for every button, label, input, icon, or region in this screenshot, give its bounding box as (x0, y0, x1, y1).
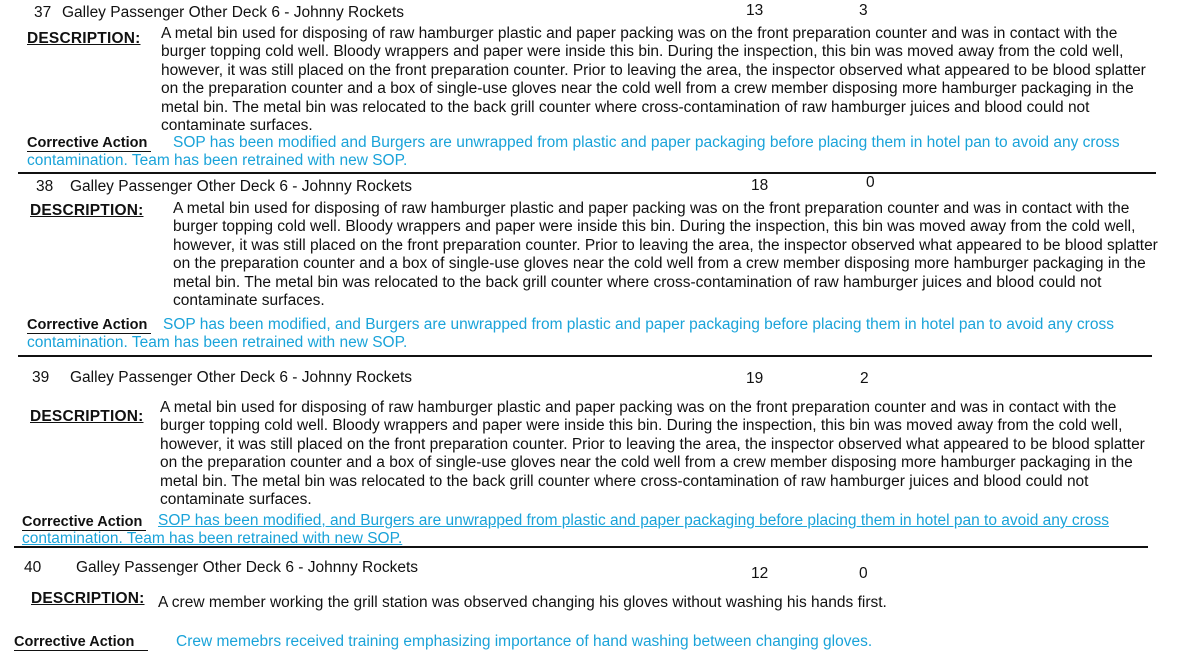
corrective-action-text: SOP has been modified, and Burgers are unwrapped from plastic and paper packaging before placing them in hotel pan to avoid any cross contamination. Team has been retrained with new SOP. (27, 316, 1114, 352)
corrective-action-text: Crew memebrs received training emphasizing importance of hand washing between changing gloves. (176, 633, 873, 650)
corrective-action-text: SOP has been modified and Burgers are unwrapped from plastic and paper packaging before placing them in hotel pan to avoid any cross contamination. Team has been retrained with new SOP. (27, 134, 1120, 170)
record-number: 39 (32, 369, 50, 386)
description-text: A crew member working the grill station was observed changing his gloves without washing his hands first. (158, 594, 887, 611)
corrective-action-label: Corrective Action (27, 135, 151, 152)
record-number: 38 (36, 178, 54, 195)
record-col-a: 18 (751, 177, 769, 194)
description-label: DESCRIPTION: (30, 408, 144, 425)
record-col-b: 0 (866, 174, 875, 191)
description-label: DESCRIPTION: (27, 30, 141, 47)
record-location: Galley Passenger Other Deck 6 - Johnny Rockets (70, 178, 413, 195)
record-col-b: 2 (860, 370, 869, 387)
corrective-action-label: Corrective Action (27, 317, 151, 334)
record-location: Galley Passenger Other Deck 6 - Johnny Rockets (70, 369, 413, 386)
record-number: 37 (34, 4, 52, 21)
record-col-b: 0 (859, 565, 868, 582)
corrective-action-label: Corrective Action (14, 634, 148, 651)
description-text: A metal bin used for disposing of raw hamburger plastic and paper packing was on the front preparation counter and was in contact with the burger topping cold well. Bloody wrappers and paper were inside this bin. During the inspection, this bin was moved away from the cold well, however, it was still placed on the front preparation counter. Prior to leaving the area, the inspector observed what appeared to be blood splatter on the preparation counter and a box of single-use gloves near the cold well from a crew member disposing more hamburger packaging in the metal bin. The metal bin was relocated to the back grill counter where cross-contamination of raw hamburger juices and blood could not contaminate surfaces. (161, 25, 1146, 135)
record-separator (18, 355, 1152, 357)
corrective-action-label: Corrective Action (22, 514, 146, 531)
description-text: A metal bin used for disposing of raw hamburger plastic and paper packing was on the front preparation counter and was in contact with the burger topping cold well. Bloody wrappers and paper were inside this bin. During the inspection, this bin was moved away from the cold well, however, it was still placed on the front preparation counter. Prior to leaving the area, the inspector observed what appeared to be blood splatter on the preparation counter and a box of single-use gloves near the cold well from a crew member disposing more hamburger packaging in the metal bin. The metal bin was relocated to the back grill counter where cross-contamination of raw hamburger juices and blood could not contaminate surfaces. (160, 399, 1145, 509)
description-label: DESCRIPTION: (31, 590, 145, 607)
record-col-a: 12 (751, 565, 769, 582)
record-col-a: 19 (746, 370, 764, 387)
record-location: Galley Passenger Other Deck 6 - Johnny Rockets (62, 4, 405, 21)
corrective-action-text: SOP has been modified, and Burgers are unwrapped from plastic and paper packaging before placing them in hotel pan to avoid any cross contamination. Team has been retrained with new SOP. (22, 512, 1109, 548)
record-col-a: 13 (746, 2, 764, 19)
description-label: DESCRIPTION: (30, 202, 144, 219)
record-separator (18, 172, 1156, 174)
record-location: Galley Passenger Other Deck 6 - Johnny Rockets (76, 559, 419, 576)
record-col-b: 3 (859, 2, 868, 19)
record-number: 40 (24, 559, 42, 576)
record-separator (14, 546, 1148, 548)
description-text: A metal bin used for disposing of raw hamburger plastic and paper packing was on the front preparation counter and was in contact with the burger topping cold well. Bloody wrappers and paper were inside this bin. During the inspection, this bin was moved away from the cold well, however, it was still placed on the front preparation counter. Prior to leaving the area, the inspector observed what appeared to be blood splatter on the preparation counter and a box of single-use gloves near the cold well from a crew member disposing more hamburger packaging in the metal bin. The metal bin was relocated to the back grill counter where cross-contamination of raw hamburger juices and blood could not contaminate surfaces. (173, 200, 1158, 310)
